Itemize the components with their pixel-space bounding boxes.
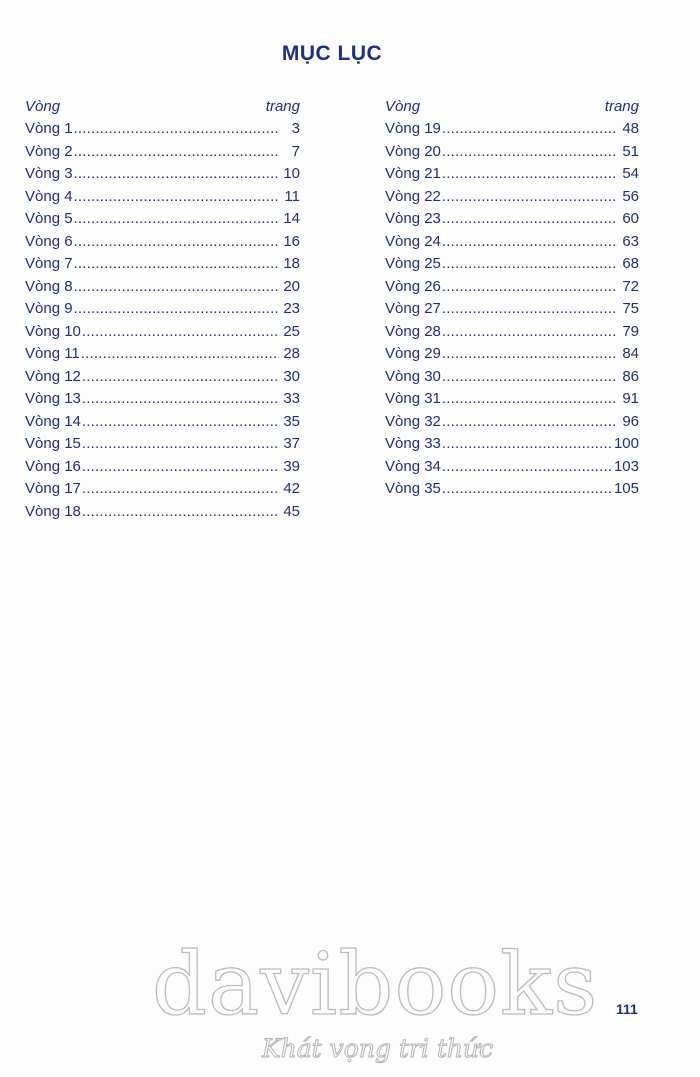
- toc-entry-page: 79: [622, 322, 639, 340]
- toc-header-round: Vòng: [385, 98, 421, 115]
- toc-entry[interactable]: [25, 388, 300, 411]
- dot-leader: [442, 163, 618, 186]
- toc-entry[interactable]: [385, 231, 639, 254]
- dot-leader: [82, 501, 279, 524]
- toc-entry-label: Vòng 7: [25, 255, 73, 272]
- toc-entry-page: 7: [291, 142, 300, 160]
- dot-leader: [442, 388, 618, 411]
- toc-entry[interactable]: [25, 276, 300, 299]
- toc-header: [385, 96, 639, 118]
- dot-leader: [81, 343, 279, 366]
- watermark-slogan: Khát vọng tri thức: [262, 1034, 494, 1063]
- toc-entry[interactable]: [25, 321, 300, 344]
- toc-entry[interactable]: [385, 253, 639, 276]
- watermark-logo: davibooks: [152, 935, 599, 1035]
- toc-entry[interactable]: [385, 478, 639, 501]
- dot-leader: [442, 141, 618, 164]
- toc-entry-label: Vòng 4: [25, 187, 73, 205]
- toc-entry[interactable]: [25, 186, 300, 209]
- toc-entry-page: 100: [613, 435, 639, 452]
- dot-leader: [74, 298, 279, 321]
- toc-entry-page: 33: [283, 390, 300, 407]
- toc-entry[interactable]: [385, 163, 639, 186]
- toc-column-right: [385, 96, 639, 501]
- toc-entry[interactable]: [25, 433, 300, 456]
- toc-entry[interactable]: [385, 118, 639, 141]
- dot-leader: [442, 343, 618, 366]
- toc-entry-page: 25: [283, 322, 300, 340]
- toc-entry-page: 103: [613, 457, 639, 475]
- toc-entry-label: Vòng 16: [25, 457, 81, 475]
- toc-entry-label: Vòng 6: [25, 232, 73, 250]
- toc-entry-label: Vòng 9: [25, 300, 73, 317]
- dot-leader: [82, 366, 279, 389]
- toc-entry-page: 51: [622, 142, 639, 160]
- toc-entry[interactable]: [25, 141, 300, 164]
- toc-entry-label: Vòng 5: [25, 210, 73, 227]
- dot-leader: [442, 321, 618, 344]
- toc-entry-label: Vòng 23: [385, 210, 441, 227]
- toc-entry-label: Vòng 19: [385, 120, 441, 137]
- toc-entry[interactable]: [25, 118, 300, 141]
- toc-entry-page: 91: [622, 390, 639, 407]
- toc-entry[interactable]: [25, 411, 300, 434]
- toc-entry[interactable]: [385, 141, 639, 164]
- dot-leader: [442, 253, 618, 276]
- toc-entry-label: Vòng 31: [385, 390, 441, 407]
- toc-entry[interactable]: [25, 366, 300, 389]
- dot-leader: [74, 141, 279, 164]
- dot-leader: [74, 208, 279, 231]
- dot-leader: [442, 208, 618, 231]
- toc-entry-label: Vòng 30: [385, 367, 441, 385]
- dot-leader: [442, 411, 618, 434]
- toc-entry-label: Vòng 34: [385, 457, 441, 475]
- dot-leader: [442, 118, 618, 141]
- toc-entry-label: Vòng 10: [25, 322, 81, 340]
- toc-header-page: trang: [265, 98, 300, 115]
- toc-entry-page: 56: [622, 187, 639, 205]
- toc-entry-label: Vòng 15: [25, 435, 81, 452]
- toc-column-left: [25, 96, 300, 523]
- toc-entry-page: 45: [283, 502, 300, 520]
- toc-entry-page: 16: [283, 232, 300, 250]
- toc-entry-label: Vòng 20: [385, 142, 441, 160]
- toc-entry[interactable]: [385, 411, 639, 434]
- dot-leader: [82, 433, 279, 456]
- page-number: 111: [616, 1001, 638, 1017]
- toc-entry-page: 60: [622, 210, 639, 227]
- toc-entry-page: 72: [622, 277, 639, 295]
- toc-entry[interactable]: [385, 298, 639, 321]
- toc-entry-page: 28: [283, 345, 300, 362]
- toc-entry-label: Vòng 8: [25, 277, 73, 295]
- toc-entry-label: Vòng 26: [385, 277, 441, 295]
- toc-entry[interactable]: [385, 343, 639, 366]
- toc-entry-page: 84: [622, 345, 639, 362]
- dot-leader: [442, 231, 618, 254]
- toc-entry-page: 63: [622, 232, 639, 250]
- toc-entry-page: 11: [284, 187, 300, 205]
- toc-entry-label: Vòng 14: [25, 412, 81, 430]
- dot-leader: [442, 433, 611, 456]
- dot-leader: [442, 276, 618, 299]
- toc-entry-label: Vòng 17: [25, 480, 81, 497]
- toc-entry-page: 18: [283, 255, 300, 272]
- toc-entry-page: 20: [283, 277, 300, 295]
- toc-entry-page: 42: [283, 480, 300, 497]
- toc-entry[interactable]: [25, 478, 300, 501]
- dot-leader: [74, 276, 279, 299]
- toc-entry-label: Vòng 35: [385, 480, 441, 497]
- toc-entry-page: 96: [622, 412, 639, 430]
- dot-leader: [82, 456, 279, 479]
- toc-entry[interactable]: [25, 208, 300, 231]
- toc-entry[interactable]: [25, 298, 300, 321]
- toc-entry[interactable]: [25, 253, 300, 276]
- toc-entry[interactable]: [25, 231, 300, 254]
- toc-entry[interactable]: [25, 163, 300, 186]
- dot-leader: [82, 321, 279, 344]
- toc-entry[interactable]: [385, 388, 639, 411]
- toc-entry-label: Vòng 18: [25, 502, 81, 520]
- toc-header: [25, 96, 300, 118]
- toc-entry-label: Vòng 13: [25, 390, 81, 407]
- dot-leader: [82, 388, 279, 411]
- dot-leader: [82, 411, 279, 434]
- dot-leader: [442, 456, 611, 479]
- toc-entry[interactable]: [25, 501, 300, 524]
- toc-entry-page: 105: [613, 480, 639, 497]
- toc-entry-label: Vòng 28: [385, 322, 441, 340]
- dot-leader: [82, 478, 279, 501]
- toc-entry-label: Vòng 29: [385, 345, 441, 362]
- dot-leader: [74, 163, 279, 186]
- toc-entry-page: 30: [283, 367, 300, 385]
- toc-entry-label: Vòng 27: [385, 300, 441, 317]
- toc-entry-page: 39: [283, 457, 300, 475]
- dot-leader: [74, 253, 279, 276]
- toc-entry-label: Vòng 33: [385, 435, 441, 452]
- toc-entry-label: Vòng 2: [25, 142, 73, 160]
- toc-entry[interactable]: [25, 343, 300, 366]
- toc-entry[interactable]: [385, 321, 639, 344]
- toc-entry-page: 68: [622, 255, 639, 272]
- toc-header-round: Vòng: [25, 98, 61, 115]
- dot-leader: [442, 478, 611, 501]
- dot-leader: [74, 118, 279, 141]
- dot-leader: [442, 186, 618, 209]
- toc-header-page: trang: [604, 98, 639, 115]
- toc-entry-page: 37: [283, 435, 300, 452]
- page-title: MỤC LỤC: [281, 42, 383, 65]
- toc-entry-label: Vòng 3: [25, 165, 73, 182]
- toc-entry-page: 10: [283, 165, 300, 182]
- toc-entry-label: Vòng 11: [25, 345, 80, 362]
- toc-entry-page: 35: [283, 412, 300, 430]
- toc-entry-label: Vòng 21: [385, 165, 441, 182]
- dot-leader: [442, 298, 618, 321]
- toc-entry[interactable]: [385, 208, 639, 231]
- toc-entry-label: Vòng 1: [25, 120, 73, 137]
- toc-entry-label: Vòng 25: [385, 255, 441, 272]
- dot-leader: [74, 186, 279, 209]
- toc-entry[interactable]: [385, 456, 639, 479]
- toc-entry-label: Vòng 22: [385, 187, 441, 205]
- toc-entry[interactable]: [385, 186, 639, 209]
- dot-leader: [442, 366, 618, 389]
- toc-entry-page: 14: [283, 210, 300, 227]
- toc-entry-page: 23: [283, 300, 300, 317]
- toc-entry-label: Vòng 24: [385, 232, 441, 250]
- toc-entry[interactable]: [385, 366, 639, 389]
- toc-entry[interactable]: [25, 456, 300, 479]
- toc-entry[interactable]: [385, 433, 639, 456]
- toc-entry-page: 3: [291, 120, 300, 137]
- toc-entry-label: Vòng 12: [25, 367, 81, 385]
- toc-entry-page: 86: [622, 367, 639, 385]
- toc-entry-label: Vòng 32: [385, 412, 441, 430]
- toc-entry[interactable]: [385, 276, 639, 299]
- toc-entry-page: 54: [622, 165, 639, 182]
- dot-leader: [74, 231, 279, 254]
- toc-entry-page: 48: [622, 120, 639, 137]
- toc-entry-page: 75: [622, 300, 639, 317]
